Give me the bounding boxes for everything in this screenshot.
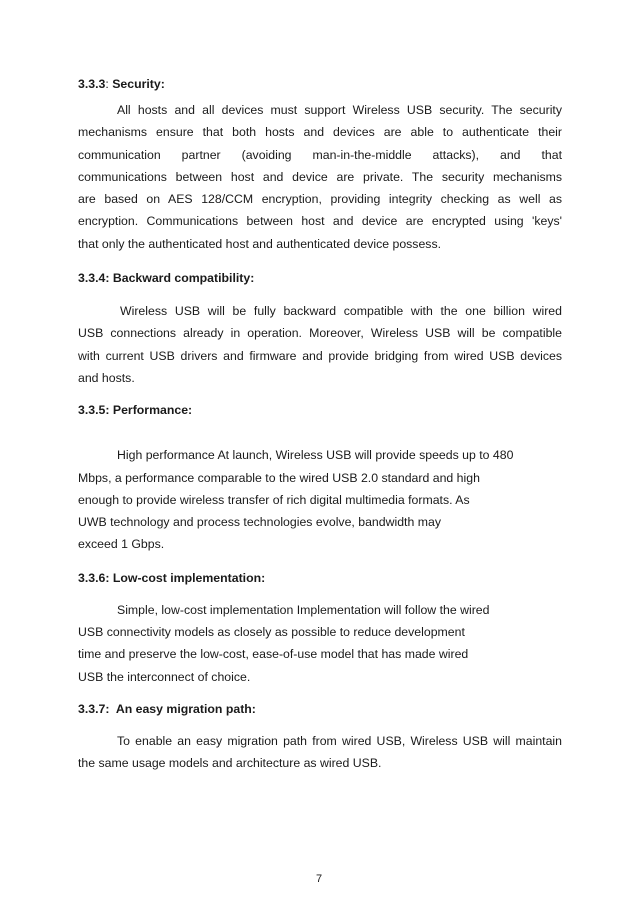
text-line: USB connectivity models as closely as possible to reduce development — [78, 625, 465, 640]
text-line: USB connections already in operation. Moreover, Wireless USB will be compatible — [78, 326, 562, 341]
text-line: the same usage models and architecture as wired USB. — [78, 756, 382, 771]
heading-easy-migration-path: 3.3.7: An easy migration path: — [78, 701, 256, 716]
text-line: Mbps, a performance comparable to the wired USB 2.0 standard and high — [78, 470, 480, 485]
text-line: and hosts. — [78, 370, 135, 385]
text-line: time and preserve the low-cost, ease-of-use model that has made wired — [78, 647, 469, 662]
text-line: communication partner (avoiding man-in-the-middle attacks), and that — [78, 147, 562, 162]
text-line: encryption. Communications between host and device are encrypted using 'keys' — [78, 214, 562, 229]
text-line: Simple, low-cost implementation Implementation will follow the wired — [117, 602, 490, 617]
text-line: UWB technology and process technologies evolve, bandwidth may — [78, 515, 441, 530]
paragraph-low-cost-implementation — [78, 599, 562, 688]
page-content — [78, 66, 562, 775]
text-line: USB the interconnect of choice. — [78, 669, 251, 684]
heading-backward-compatibility: 3.3.4: Backward compatibility: — [78, 271, 255, 286]
paragraph-security — [78, 99, 562, 255]
text-line: communications between host and device are private. The security mechanisms — [78, 169, 562, 184]
text-line: with current USB drivers and firmware and provide bridging from wired USB devices — [78, 348, 562, 363]
text-line: that only the authenticated host and authenticated device possess. — [78, 236, 442, 251]
text-line: exceed 1 Gbps. — [78, 537, 165, 552]
heading-performance: 3.3.5: Performance: — [78, 403, 193, 418]
text-line: enough to provide wireless transfer of rich digital multimedia formats. As — [78, 492, 470, 507]
text-line: To enable an easy migration path from wired USB, Wireless USB will maintain — [117, 733, 562, 748]
text-line: mechanisms ensure that both hosts and devices are able to authenticate their — [78, 125, 562, 140]
text-line: Wireless USB will be fully backward compatible with the one billion wired — [120, 304, 562, 319]
text-line: High performance At launch, Wireless USB will provide speeds up to 480 — [117, 448, 514, 463]
heading-security: 3.3.3: Security: — [78, 77, 165, 91]
heading-low-cost-implementation: 3.3.6: Low-cost implementation: — [78, 570, 266, 585]
paragraph-backward-compatibility — [78, 300, 562, 389]
paragraph-performance — [78, 444, 562, 555]
page-number: 7 — [315, 873, 323, 885]
text-line: All hosts and all devices must support Wireless USB security. The security — [117, 103, 562, 117]
paragraph-easy-migration-path — [78, 730, 562, 775]
text-line: are based on AES 128/CCM encryption, providing integrity checking as well as — [78, 192, 562, 207]
